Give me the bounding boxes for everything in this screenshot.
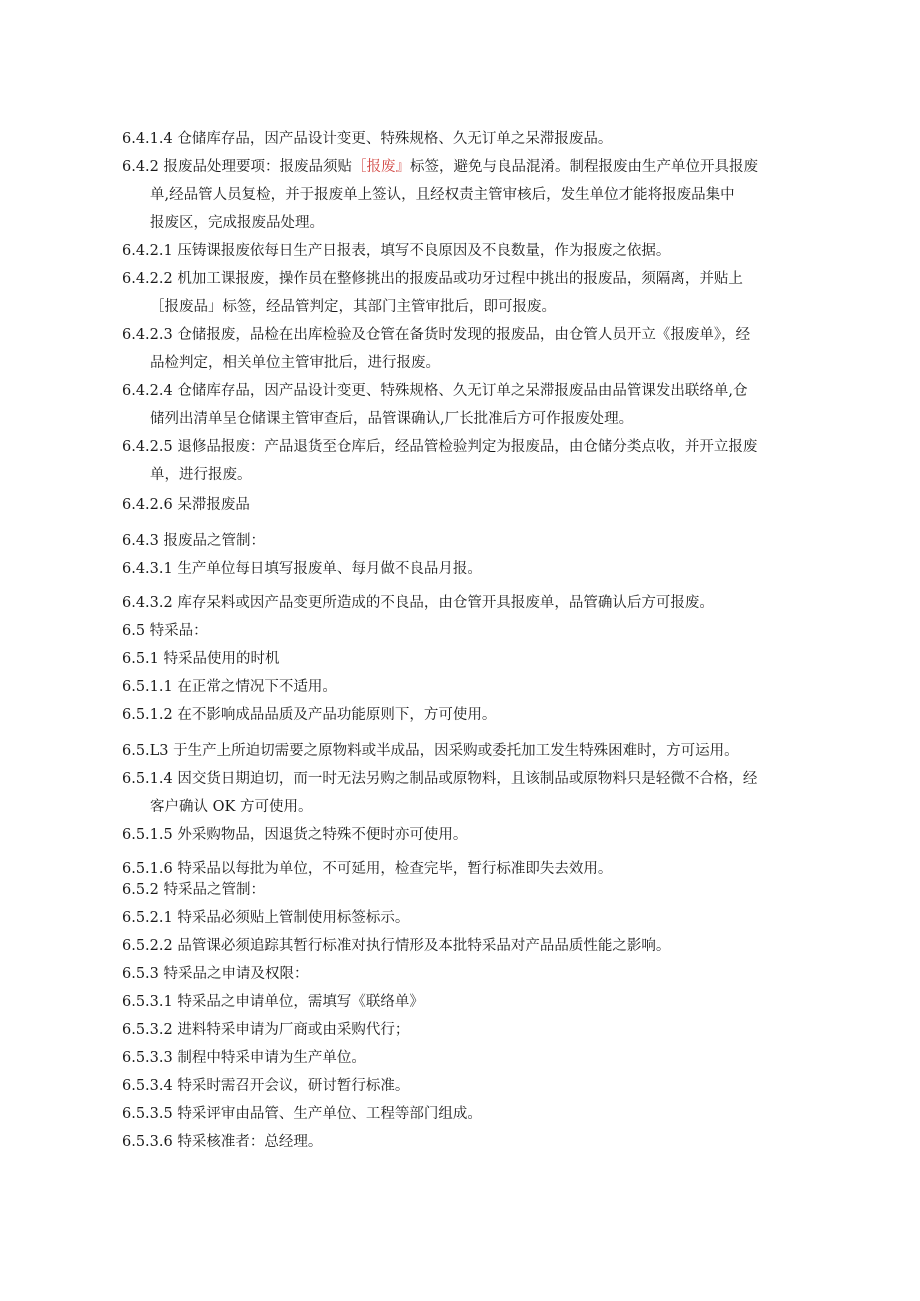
clause-6-5-1-5 xyxy=(122,821,794,849)
text-line: 6.4.3.2 库存呆料或因产品变更所造成的不良品，由仓管开具报废单，品管确认后方可报废。 xyxy=(122,595,714,611)
text-line: 6.5.3.5 特采评审由品管、生产单位、工程等部门组成。 xyxy=(122,1106,482,1122)
text-line: 6.5.3.6 特采核准者：总经理。 xyxy=(122,1134,323,1150)
clause-6-4-2-4 xyxy=(122,377,794,433)
text-line: 6.4.1.4 仓储库存品，因产品设计变更、特殊规格、久无订单之呆滞报废品。 xyxy=(122,131,613,147)
text-segment: 6.4.2 报废品处理要项：报废品须贴 xyxy=(122,159,353,175)
clause-6-5-1-2 xyxy=(122,701,794,729)
text-line: 6.5.1.5 外采购物品，因退货之特殊不便时亦可使用。 xyxy=(122,827,468,843)
text-line: 6.5.2.2 品管课必须追踪其暂行标准对执行情形及本批特采品对产品品质性能之影响。 xyxy=(122,938,671,954)
text-line: ［报废品」标签，经品管判定，其部门主管审批后，即可报废。 xyxy=(150,299,556,315)
clause-6-4-3-1 xyxy=(122,555,794,583)
clause-6-5-3-6 xyxy=(122,1128,794,1156)
text-line: 6.5.2.1 特采品必须贴上管制使用标签标示。 xyxy=(122,910,410,926)
text-line xyxy=(122,153,794,181)
text-line: 6.5.3.3 制程中特采申请为生产单位。 xyxy=(122,1050,366,1066)
clause-6-4-2-2 xyxy=(122,265,794,321)
clause-6-5-3-4 xyxy=(122,1072,794,1100)
text-line: 客户确认 OK 方可使用。 xyxy=(150,799,313,815)
text-line: 6.5.1.2 在不影响成品品质及产品功能原则下，方可使用。 xyxy=(122,707,497,723)
clause-6-5-2-2 xyxy=(122,932,794,960)
text-line: 6.5 特采品： xyxy=(122,623,208,639)
clause-6-4-2 xyxy=(122,153,794,237)
clause-6-5-3-5 xyxy=(122,1100,794,1128)
text-line: 6.5.1.6 特采品以每批为单位，不可延用，检查完毕，暂行标准即失去效用。 xyxy=(122,861,613,877)
clause-6-5-3-2 xyxy=(122,1016,794,1044)
text-line: 储列出清单呈仓储课主管审查后，品管课确认,厂长批准后方可作报废处理。 xyxy=(150,411,634,427)
clause-6-5 xyxy=(122,617,794,645)
text-line: 6.5.3.1 特采品之申请单位，需填写《联络单》 xyxy=(122,994,424,1010)
text-line: 6.5.3.2 进料特采申请为厂商或由采购代行； xyxy=(122,1022,410,1038)
clause-6-5-2-1 xyxy=(122,904,794,932)
text-line: 6.5.L3 于生产上所迫切需要之原物料或半成品，因采购或委托加工发生特殊困难时，方可运用。 xyxy=(122,743,739,759)
text-line: 单，进行报废。 xyxy=(150,467,252,483)
text-line: 6.4.2.6 呆滞报废品 xyxy=(122,497,250,513)
clause-6-5-3-1 xyxy=(122,988,794,1016)
clause-6-5-3 xyxy=(122,960,794,988)
clause-6-4-2-5 xyxy=(122,433,794,489)
text-line: 品检判定，相关单位主管审批后，进行报废。 xyxy=(150,355,440,371)
clause-6-4-1-4 xyxy=(122,125,794,153)
text-line: 6.5.3.4 特采时需召开会议，研讨暂行标准。 xyxy=(122,1078,410,1094)
text-line: 6.4.2.1 压铸课报废依每日生产日报表，填写不良原因及不良数量，作为报废之依据。 xyxy=(122,243,671,259)
clause-6-5-1-1 xyxy=(122,673,794,701)
clause-6-5-3-3 xyxy=(122,1044,794,1072)
text-line: 6.5.1 特采品使用的时机 xyxy=(122,651,280,667)
text-line: 6.5.1.4 因交货日期迫切，而一时无法另购之制品或原物料，且该制品或原物料只是轻微不合格，经 xyxy=(122,771,758,787)
clause-6-4-2-3 xyxy=(122,321,794,377)
clause-6-4-2-6 xyxy=(122,491,794,519)
text-line: 6.4.2.2 机加工课报废，操作员在整修挑出的报废品或功牙过程中挑出的报废品，须隔离，并贴上 xyxy=(122,271,743,287)
text-line: 6.4.3 报废品之管制： xyxy=(122,533,266,549)
clause-6-4-2-1 xyxy=(122,237,794,265)
text-line: 6.5.1.1 在正常之情况下不适用。 xyxy=(122,679,337,695)
text-line: 6.4.2.3 仓储报废，品检在出库检验及仓管在备货时发现的报废品，由仓管人员开立《报废单》，经 xyxy=(122,327,751,343)
clause-6-5-1 xyxy=(122,645,794,673)
text-line: 报废区，完成报废品处理。 xyxy=(150,215,324,231)
text-line: 6.4.2.5 退修品报废：产品退货至仓库后，经品管检验判定为报废品，由仓储分类点收，并开立报废 xyxy=(122,439,758,455)
text-line: 6.4.3.1 生产单位每日填写报废单、每月做不良品月报。 xyxy=(122,561,482,577)
clause-6-4-3-2 xyxy=(122,589,794,617)
text-segment: 标签，避免与良品混淆。制程报废由生产单位开具报废 xyxy=(410,159,759,175)
text-line: 6.4.2.4 仓储库存品，因产品设计变更、特殊规格、久无订单之呆滞报废品由品管课发出联络单,仓 xyxy=(122,383,748,399)
text-line: 6.5.2 特采品之管制： xyxy=(122,882,266,898)
clause-6-5-1-3 xyxy=(122,737,794,765)
clause-6-5-2 xyxy=(122,876,794,904)
scrap-label-tag: ［报废』 xyxy=(352,159,411,175)
text-line: 单,经品管人员复检，并于报废单上签认，且经权责主管审核后，发生单位才能将报废品集中 xyxy=(150,187,735,203)
clause-6-4-3 xyxy=(122,527,794,555)
text-line: 6.5.3 特采品之申请及权限： xyxy=(122,966,309,982)
clause-6-5-1-4 xyxy=(122,765,794,821)
